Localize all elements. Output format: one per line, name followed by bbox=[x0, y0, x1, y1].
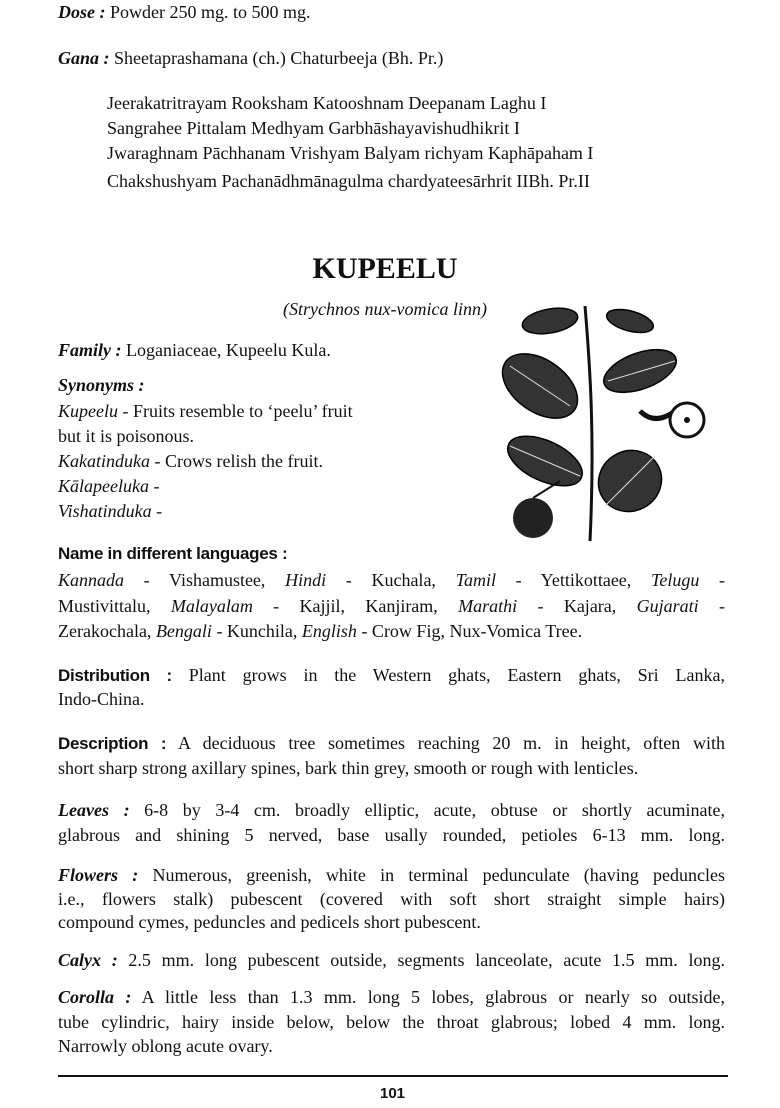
text-segment: A little less than 1.3 mm. long 5 lobes, glabrous or nearly so outside, bbox=[131, 987, 725, 1007]
text-label: Corolla : bbox=[58, 987, 132, 1007]
text-line bbox=[58, 757, 638, 779]
text-segment: short sharp strong axillary spines, bark thin grey, smooth or rough with lenticles. bbox=[58, 758, 639, 778]
text-line bbox=[107, 117, 520, 139]
text-line bbox=[58, 824, 725, 846]
plant-illustration-icon bbox=[490, 286, 710, 548]
text-line bbox=[107, 170, 590, 192]
text-line bbox=[58, 888, 725, 910]
text-label: Kakatinduka bbox=[58, 451, 150, 471]
text-segment: - Crows relish the fruit. bbox=[150, 451, 323, 471]
text-label: Gana : bbox=[58, 48, 110, 68]
text-segment: Indo-China. bbox=[58, 689, 145, 709]
text-line bbox=[58, 1, 311, 23]
text-label: Hindi bbox=[285, 570, 327, 590]
text-segment: - bbox=[151, 501, 163, 521]
text-segment: - Fruits resemble to ‘peelu’ fruit bbox=[118, 401, 353, 421]
text-segment: 6-8 by 3-4 cm. broadly elliptic, acute, obtuse or shortly acuminate, bbox=[129, 800, 725, 820]
text-line bbox=[58, 864, 725, 886]
text-segment: Jwaraghnam Pāchhanam Vrishyam Balyam richyam Kaphāpaham I bbox=[107, 143, 594, 163]
footer-divider bbox=[58, 1075, 728, 1077]
text-label: Synonyms : bbox=[58, 375, 145, 395]
text-label: Dose : bbox=[58, 2, 106, 22]
text-line bbox=[58, 542, 287, 564]
text-line bbox=[58, 688, 144, 710]
text-segment: Sangrahee Pittalam Medhyam Garbhāshayavishudhikrit I bbox=[107, 118, 520, 138]
text-segment: Sheetaprashamana (ch.) Chaturbeeja (Bh. Pr.) bbox=[109, 48, 444, 68]
text-segment: i.e., flowers stalk) pubescent (covered with soft short straight simple hairs) bbox=[58, 889, 725, 909]
text-line bbox=[58, 450, 323, 472]
text-label: English bbox=[301, 621, 357, 641]
text-segment: Mustivittalu, bbox=[58, 596, 171, 616]
text-line bbox=[58, 569, 725, 591]
text-segment: 2.5 mm. long pubescent outside, segments lanceolate, acute 1.5 mm. long. bbox=[117, 950, 725, 970]
text-label: Marathi bbox=[458, 596, 518, 616]
text-line bbox=[58, 799, 725, 821]
text-segment: - Kajara, bbox=[517, 596, 637, 616]
page-title: KUPEELU bbox=[312, 252, 458, 285]
text-segment: glabrous and shining 5 nerved, base usally rounded, petioles 6-13 mm. long. bbox=[58, 825, 725, 845]
text-line bbox=[58, 339, 331, 361]
text-line bbox=[58, 1035, 273, 1057]
text-line bbox=[58, 595, 725, 617]
text-label: Kannada bbox=[58, 570, 125, 590]
text-segment: - Yettikottaee, bbox=[495, 570, 651, 590]
text-segment: - Kuchala, bbox=[326, 570, 456, 590]
text-line bbox=[58, 475, 159, 497]
text-label: Family : bbox=[58, 340, 122, 360]
text-segment: - bbox=[148, 476, 160, 496]
text-segment: compound cymes, peduncles and pedicels short pubescent. bbox=[58, 912, 481, 932]
botanical-name: (Strychnos nux-vomica linn) bbox=[283, 299, 487, 319]
text-segment: Zerakochala, bbox=[58, 621, 156, 641]
text-segment: Powder 250 mg. to 500 mg. bbox=[105, 2, 311, 22]
text-label: Gujarati bbox=[636, 596, 699, 616]
text-label: Bengali bbox=[155, 621, 212, 641]
text-segment: - Crow Fig, Nux-Vomica Tree. bbox=[356, 621, 583, 641]
text-line bbox=[58, 732, 725, 754]
text-segment: - bbox=[699, 570, 725, 590]
text-line bbox=[58, 425, 194, 447]
text-label: Kupeelu bbox=[58, 401, 118, 421]
text-segment: but it is poisonous. bbox=[58, 426, 195, 446]
page-number: 101 bbox=[379, 1085, 406, 1102]
text-segment: Narrowly oblong acute ovary. bbox=[58, 1036, 273, 1056]
text-segment: - Kajjil, Kanjiram, bbox=[252, 596, 459, 616]
text-segment: Numerous, greenish, white in terminal pedunculate (having peduncles bbox=[138, 865, 725, 885]
text-label: Calyx : bbox=[58, 950, 118, 970]
text-label: Flowers : bbox=[58, 865, 139, 885]
text-segment: Jeerakatritrayam Rooksham Katooshnam Deepanam Laghu I bbox=[107, 93, 547, 113]
text-line bbox=[58, 400, 353, 422]
text-line bbox=[58, 374, 145, 396]
text-label: Malayalam bbox=[170, 596, 253, 616]
text-segment: Plant grows in the Western ghats, Eastern ghats, Sri Lanka, bbox=[171, 665, 725, 685]
text-segment: - Vishamustee, bbox=[124, 570, 286, 590]
text-line bbox=[58, 1011, 725, 1033]
text-line bbox=[58, 500, 162, 522]
text-line bbox=[58, 664, 725, 686]
text-line bbox=[58, 911, 481, 933]
text-label: Vishatinduka bbox=[58, 501, 152, 521]
text-label: Tamil bbox=[455, 570, 496, 590]
text-line bbox=[58, 949, 725, 971]
text-label: Description : bbox=[58, 734, 167, 753]
text-segment: Chakshushyam Pachanādhmānagulma chardyateesārhrit IIBh. Pr.II bbox=[107, 171, 590, 191]
text-segment: tube cylindric, hairy inside below, below the throat glabrous; lobed 4 mm. long. bbox=[58, 1012, 725, 1032]
text-label: Distribution : bbox=[58, 666, 172, 685]
text-segment: A deciduous tree sometimes reaching 20 m. in height, often with bbox=[166, 733, 725, 753]
text-segment: - Kunchila, bbox=[211, 621, 302, 641]
text-line bbox=[107, 142, 593, 164]
text-line bbox=[107, 92, 546, 114]
text-label: Kālapeeluka bbox=[58, 476, 149, 496]
text-line bbox=[58, 986, 725, 1008]
text-label: Name in different languages : bbox=[58, 544, 288, 563]
text-segment: - bbox=[698, 596, 725, 616]
text-segment: Loganiaceae, Kupeelu Kula. bbox=[121, 340, 331, 360]
text-label: Leaves : bbox=[58, 800, 130, 820]
text-line bbox=[58, 47, 443, 69]
text-line bbox=[58, 620, 582, 642]
text-label: Telugu bbox=[650, 570, 700, 590]
